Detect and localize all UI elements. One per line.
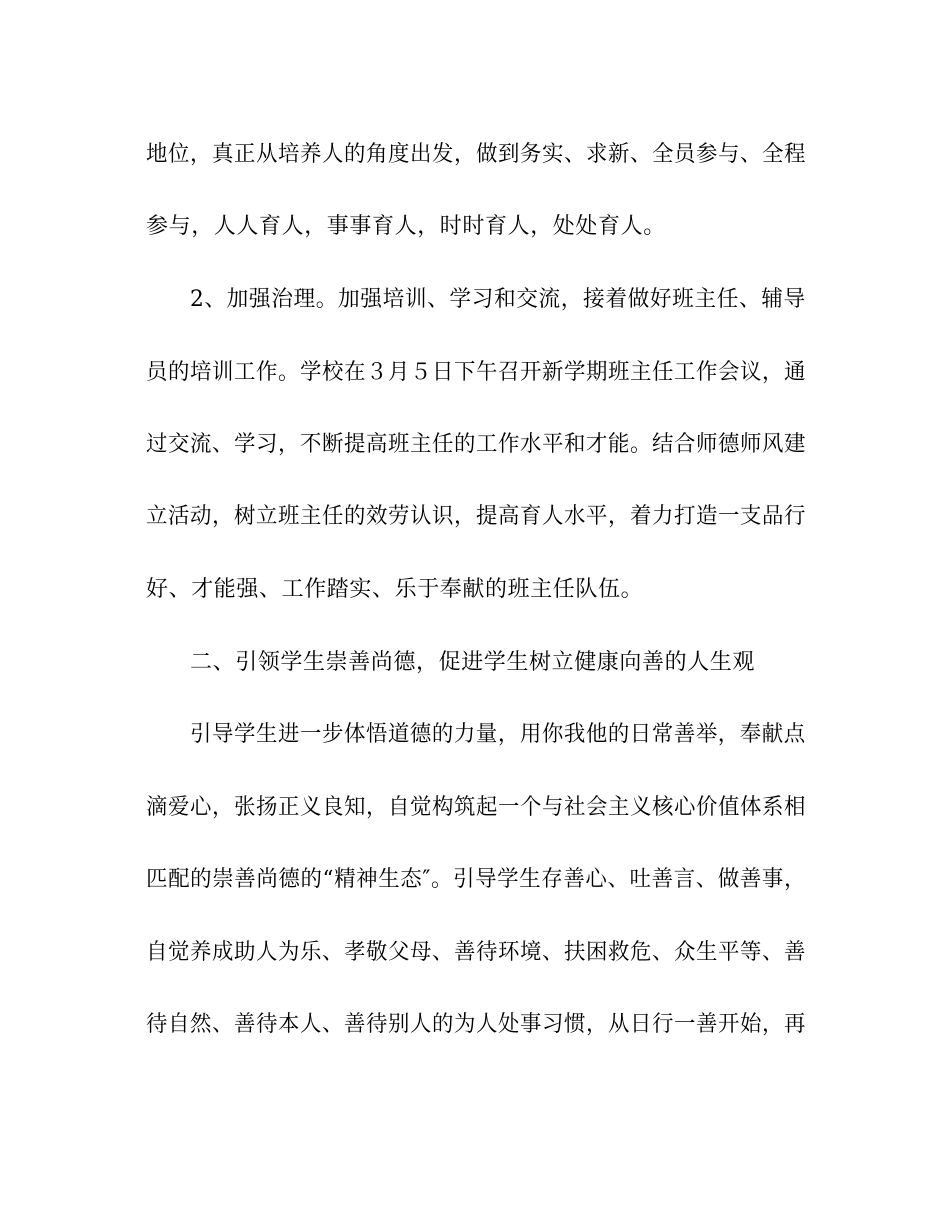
text-line: 自觉养成助人为乐、孝敬父母、善待环境、扶困救危、众生平等、善 [146, 940, 807, 965]
text-line: 2、加强治理。加强培训、学习和交流，接着做好班主任、辅导 [190, 287, 806, 312]
text-line: 立活动，树立班主任的效劳认识，提高育人水平，着力打造一支品行 [146, 504, 807, 529]
text-line: 引导学生进一步体悟道德的力量，用你我他的日常善举，奉献点 [190, 722, 806, 747]
text-line: 匹配的崇善尚德的“精神生态″。引导学生存善心、吐善言、做善事， [146, 867, 807, 892]
text-line: 待自然、善待本人、善待别人的为人处事习惯，从日行一善开始，再 [146, 1012, 807, 1037]
text-line: 过交流、学习，不断提高班主任的工作水平和才能。结合师德师风建 [146, 432, 807, 457]
text-line: 地位，真正从培养人的角度出发，做到务实、求新、全员参与、全程 [146, 142, 807, 167]
text-line: 滴爱心，张扬正义良知，自觉构筑起一个与社会主义核心价值体系相 [146, 795, 807, 820]
text-line: 参与，人人育人，事事育人，时时育人，处处育人。 [146, 214, 666, 239]
text-line: 员的培训工作。学校在３月５日下午召开新学期班主任工作会议，通 [146, 360, 807, 385]
section-heading: 二、引领学生崇善尚德，促进学生树立健康向善的人生观 [190, 650, 756, 675]
text-line: 好、才能强、工作踏实、乐于奉献的班主任队伍。 [146, 577, 644, 602]
